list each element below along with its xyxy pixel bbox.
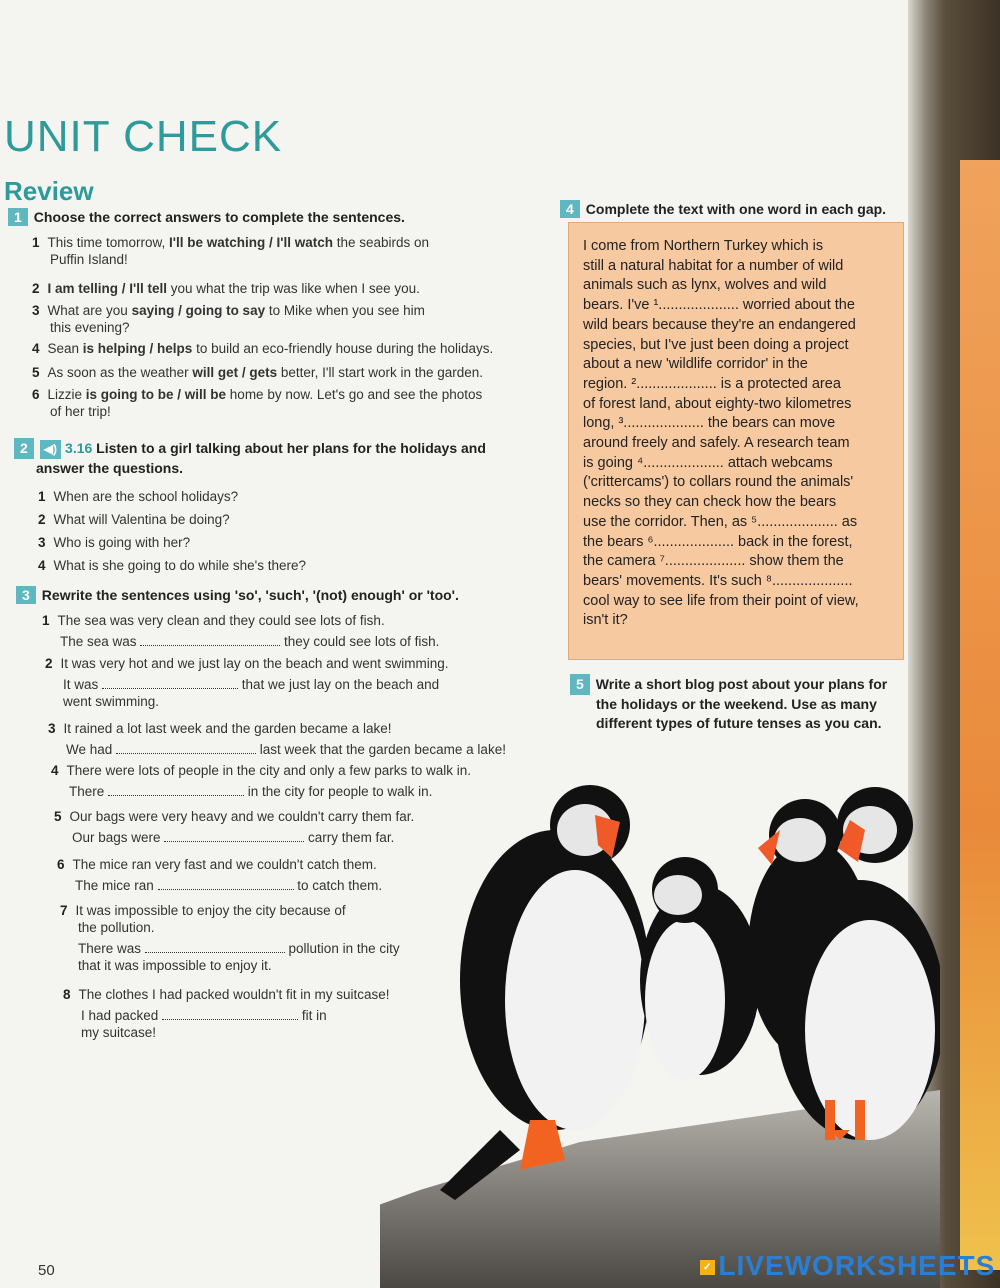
text-line: animals such as lynx, wolves and wild — [583, 277, 827, 294]
list-item — [38, 557, 306, 574]
text-line: ('crittercams') to collars round the animals' — [583, 474, 854, 491]
page-number: 50 — [38, 1262, 55, 1279]
item-number: 4 — [32, 341, 40, 356]
text-line: of forest land, about eighty-two kilometres — [583, 395, 852, 412]
exercise-1-instruction: 1 Choose the correct answers to complete the sentences. — [8, 208, 405, 226]
item-text: home by now. Let's go and see the photos — [226, 387, 483, 402]
text-line: bears. I've ¹.................... worried about the — [583, 297, 855, 314]
section-title: Review — [4, 176, 94, 206]
item-number: 6 — [57, 857, 65, 872]
answer-end: my suitcase! — [81, 1025, 157, 1040]
text-line: use the corridor. Then, as ⁵.................... as — [583, 513, 858, 530]
list-item — [32, 234, 542, 268]
answer-line — [78, 940, 400, 957]
puffin-icon — [640, 857, 760, 1080]
answer-end: to catch them. — [293, 878, 383, 893]
item-text: you what the trip was like when I see you. — [167, 281, 420, 296]
text-line: I come from Northern Turkey which is — [583, 238, 824, 254]
prompt-sentence: It rained a lot last week and the garden became a lake! — [63, 721, 392, 736]
answer-line — [60, 633, 439, 650]
exercise-number: 2 — [14, 438, 34, 459]
text-line: about a new 'wildlife corridor' in the — [583, 356, 808, 373]
exercise-number: 1 — [8, 208, 28, 226]
answer-line — [81, 1007, 327, 1024]
answer-line — [63, 676, 439, 693]
item-number: 1 — [32, 235, 40, 250]
item-number: 3 — [38, 535, 46, 550]
question-text: When are the school holidays? — [53, 489, 239, 504]
answer-line — [69, 783, 432, 800]
prompt-sentence: It was impossible to enjoy the city because of — [75, 903, 346, 918]
item-text: What are you — [47, 303, 132, 318]
text-line: cool way to see life from their point of view, — [583, 592, 859, 609]
question-text: Who is going with her? — [53, 535, 191, 550]
exercise-5-instruction: 5 Write a short blog post about your plans for the holidays or the weekend. Use as many different types of future tenses as you can. — [570, 674, 887, 733]
list-item — [38, 534, 190, 551]
answer-end: went swimming. — [63, 694, 160, 709]
answer-end: carry them far. — [304, 830, 395, 845]
list-item — [45, 655, 525, 710]
list-item — [32, 386, 542, 420]
text-line: still a natural habitat for a number of wild — [583, 257, 844, 274]
answer-gap-input[interactable] — [162, 1007, 298, 1020]
item-number: 7 — [60, 903, 68, 918]
item-text: This time tomorrow, — [47, 235, 170, 250]
answer-options[interactable]: saying / going to say — [131, 303, 266, 318]
answer-gap-input[interactable] — [140, 633, 280, 646]
item-number: 4 — [51, 763, 59, 778]
text-line: bears' movements. It's such ⁸.................... — [583, 572, 853, 589]
answer-gap-input[interactable] — [116, 741, 256, 754]
answer-line — [72, 829, 394, 846]
text-line: necks so they can check how the bears — [583, 494, 837, 511]
answer-gap-input[interactable] — [164, 829, 304, 842]
answer-end: that it was impossible to enjoy it. — [78, 958, 272, 973]
answer-options[interactable]: I am telling / I'll tell — [47, 281, 167, 296]
answer-start: There — [69, 784, 109, 799]
list-item — [32, 364, 542, 381]
item-number: 8 — [63, 987, 71, 1002]
item-text: this evening? — [50, 320, 130, 335]
answer-gap-input[interactable] — [108, 783, 244, 796]
answer-options[interactable]: is going to be / will be — [85, 387, 227, 402]
text-line: species, but I've just been doing a project — [583, 336, 849, 353]
item-text: Sean — [47, 341, 83, 356]
item-text: to Mike when you see him — [265, 303, 425, 318]
item-text: Puffin Island! — [50, 252, 128, 267]
answer-end: fit in — [298, 1008, 327, 1023]
item-number: 1 — [38, 489, 46, 504]
list-item — [48, 720, 528, 758]
answer-end: they could see lots of fish. — [280, 634, 440, 649]
exercise-2-instruction: 2 ◀) 3.16 Listen to a girl talking about her plans for the holidays and answer the questions. — [14, 438, 514, 478]
facing-page-edge — [960, 160, 1000, 1270]
text-line: region. ².................... is a protected area — [583, 375, 841, 392]
list-item — [32, 280, 542, 297]
item-number: 3 — [48, 721, 56, 736]
item-text: of her trip! — [50, 404, 111, 419]
answer-start: The mice ran — [75, 878, 158, 893]
puffins-photo — [380, 770, 940, 1288]
list-item — [38, 511, 230, 528]
answer-end: last week that the garden became a lake! — [256, 742, 506, 757]
prompt-sentence: Our bags were very heavy and we couldn't carry them far. — [69, 809, 415, 824]
item-number: 3 — [32, 303, 40, 318]
item-text: As soon as the weather — [47, 365, 193, 380]
gap-fill-text — [583, 237, 893, 631]
item-number: 1 — [42, 613, 50, 628]
answer-end: pollution in the city — [284, 941, 400, 956]
audio-icon[interactable]: ◀) — [40, 440, 61, 459]
text-line: the bears ⁶.................... back in the forest, — [583, 533, 853, 550]
answer-end: in the city for people to walk in. — [244, 784, 433, 799]
item-text: better, I'll start work in the garden. — [277, 365, 484, 380]
item-number: 6 — [32, 387, 40, 402]
answer-start: There was — [78, 941, 145, 956]
prompt-sentence: The clothes I had packed wouldn't fit in my suitcase! — [78, 987, 390, 1002]
item-number: 5 — [32, 365, 40, 380]
prompt-sentence: There were lots of people in the city and only a few parks to walk in. — [66, 763, 471, 778]
answer-gap-input[interactable] — [145, 940, 285, 953]
list-item — [32, 340, 542, 357]
text-line: isn't it? — [583, 612, 628, 629]
text-line: is going ⁴.................... attach webcams — [583, 454, 833, 471]
answer-start: Our bags were — [72, 830, 165, 845]
exercise-4-instruction: 4 Complete the text with one word in each gap. — [560, 200, 886, 218]
question-text: What will Valentina be doing? — [53, 512, 230, 527]
question-text: What is she going to do while she's there? — [53, 558, 306, 573]
item-number: 4 — [38, 558, 46, 573]
exercise-number: 3 — [16, 586, 36, 604]
answer-gap-input[interactable] — [102, 676, 238, 689]
answer-start: It was — [63, 677, 103, 692]
exercise-3-instruction: 3 Rewrite the sentences using 'so', 'such', '(not) enough' or 'too'. — [16, 586, 459, 604]
text-line: wild bears because they're an endangered — [583, 316, 856, 333]
answer-line — [66, 741, 506, 758]
answer-gap-input[interactable] — [158, 877, 294, 890]
item-text: to build an eco-friendly house during the holidays. — [192, 341, 494, 356]
prompt-sentence: the pollution. — [78, 920, 155, 935]
item-text: Lizzie — [47, 387, 86, 402]
item-text: the seabirds on — [333, 235, 430, 250]
prompt-sentence: The mice ran very fast and we couldn't catch them. — [72, 857, 377, 872]
exercise-number: 5 — [570, 674, 590, 695]
item-number: 2 — [32, 281, 40, 296]
page-title: UNIT CHECK — [4, 112, 283, 161]
answer-options[interactable]: I'll be watching / I'll watch — [169, 235, 333, 250]
answer-options[interactable]: is helping / helps — [82, 341, 193, 356]
list-item — [38, 488, 238, 505]
answer-end: that we just lay on the beach and — [238, 677, 440, 692]
item-number: 5 — [54, 809, 62, 824]
logo-badge-icon: ✓ — [700, 1260, 715, 1275]
answer-start: We had — [66, 742, 117, 757]
answer-line — [75, 877, 382, 894]
text-line: around freely and safely. A research team — [583, 435, 850, 452]
item-number: 2 — [38, 512, 46, 527]
list-item — [32, 302, 542, 336]
liveworksheets-logo: ✓ LIVEWORKSHEETS — [700, 1250, 995, 1282]
text-line: the camera ⁷.................... show them the — [583, 553, 844, 570]
answer-start: The sea was — [60, 634, 141, 649]
exercise-number: 4 — [560, 200, 580, 218]
gap-fill-text-box — [568, 222, 904, 660]
prompt-sentence: The sea was very clean and they could see lots of fish. — [57, 613, 385, 628]
list-item — [42, 612, 522, 650]
prompt-sentence: It was very hot and we just lay on the beach and went swimming. — [60, 656, 449, 671]
answer-options[interactable]: will get / gets — [192, 365, 278, 380]
answer-start: I had packed — [81, 1008, 163, 1023]
text-line: long, ³.................... the bears can move — [583, 415, 836, 432]
item-number: 2 — [45, 656, 53, 671]
